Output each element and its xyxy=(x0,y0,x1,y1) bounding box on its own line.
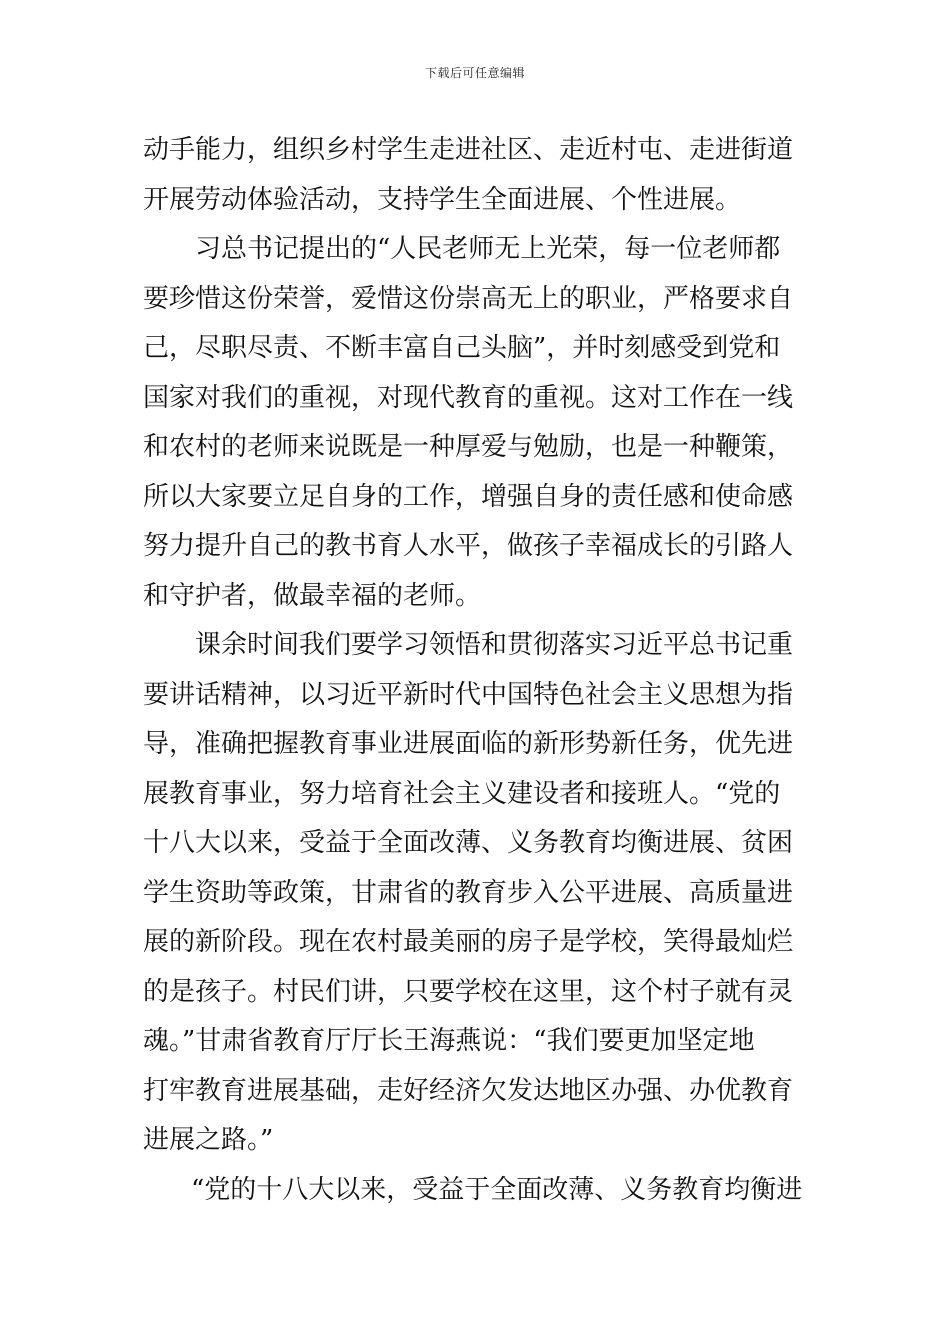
text-line: 的是孩子。村民们讲，只要学校在这里，这个村子就有灵 xyxy=(143,976,794,1007)
text-line: 开展劳动体验活动，支持学生全面进展、个性进展。 xyxy=(143,184,742,215)
text-line: 进展之路。” xyxy=(143,1125,274,1155)
page-header-note: 下载后可任意编辑 xyxy=(424,66,525,80)
text-line: 导，准确把握教育事业进展面临的新形势新任务，优先进 xyxy=(143,729,794,759)
text-line: 学生资助等政策，甘肃省的教育步入公平进展、高质量进 xyxy=(143,877,794,908)
text-line: 国家对我们的重视，对现代教育的重视。这对工作在一线 xyxy=(143,382,794,413)
text-line: 魂。”甘肃省教育厅厅长王海燕说：“我们要更加坚定地 xyxy=(143,1026,755,1056)
text-line: 要珍惜这份荣誉，爱惜这份崇高无上的职业，严格要求自 xyxy=(143,283,794,314)
text-line: 十八大以来，受益于全面改薄、义务教育均衡进展、贫困 xyxy=(143,828,794,858)
text-line: 要讲话精神，以习近平新时代中国特色社会主义思想为指 xyxy=(143,679,794,710)
text-line: 和守护者，做最幸福的老师。 xyxy=(143,580,482,611)
text-line: 努力提升自己的教书育人水平，做孩子幸福成长的引路人 xyxy=(143,531,794,561)
text-line: 所以大家要立足自身的工作，增强自身的责任感和使命感 xyxy=(143,481,794,512)
paragraph-start-line: “党的十八大以来，受益于全面改薄、义务教育均衡进 xyxy=(191,1174,803,1205)
text-line: 和农村的老师来说既是一种厚爱与勉励，也是一种鞭策， xyxy=(143,432,794,462)
text-line: 展教育事业，努力培育社会主义建设者和接班人。“党的 xyxy=(143,778,781,809)
paragraph-start-line: 课余时间我们要学习领悟和贯彻落实习近平总书记重 xyxy=(195,630,794,660)
document-body xyxy=(143,126,815,1215)
text-line: 动手能力，组织乡村学生走进社区、走近村屯、走进街道 xyxy=(143,135,794,165)
text-line: 打牢教育进展基础，走好经济欠发达地区办强、办优教育 xyxy=(143,1075,794,1106)
text-line: 展的新阶段。现在农村最美丽的房子是学校，笑得最灿烂 xyxy=(143,927,794,957)
paragraph-start-line: 习总书记提出的“人民老师无上光荣，每一位老师都 xyxy=(195,234,781,264)
text-line: 己，尽职尽责、不断丰富自己头脑”，并时刻感受到党和 xyxy=(143,333,781,363)
